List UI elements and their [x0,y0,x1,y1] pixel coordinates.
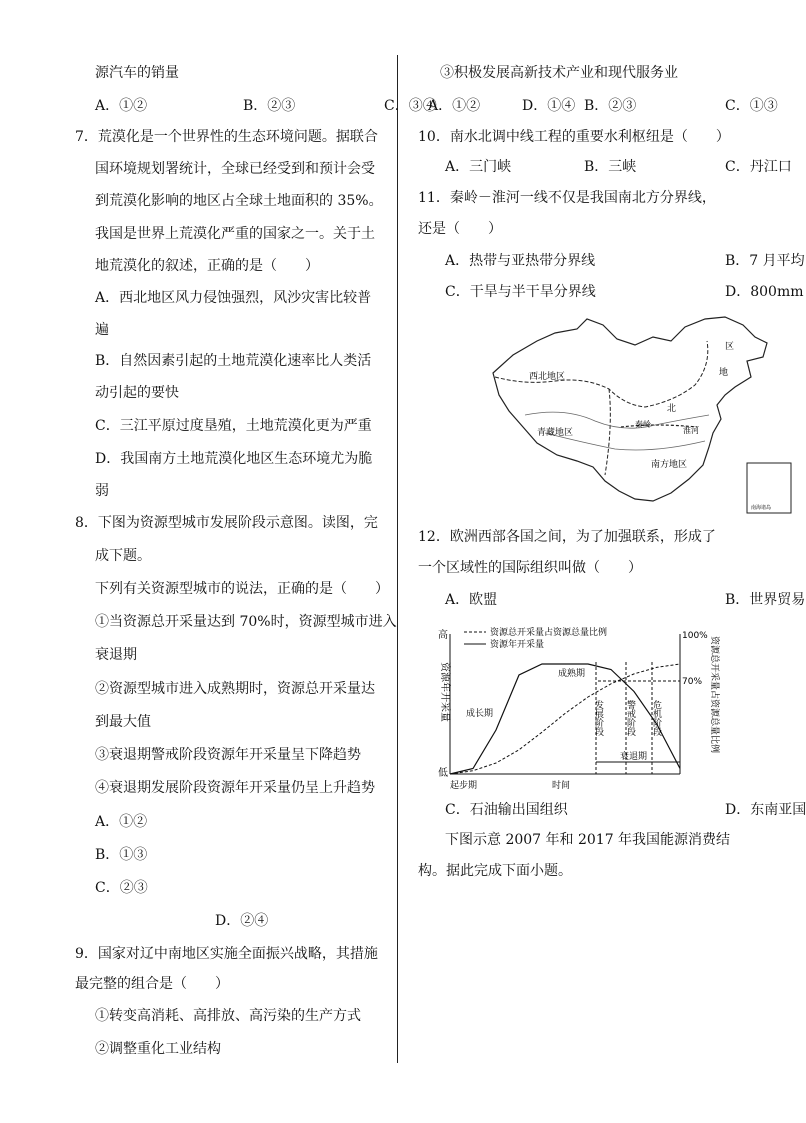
q9-option-c: C．①③ [725,98,778,114]
legend-label: 资源年开采量 [490,640,545,650]
q7-option-b: B．自然因素引起的土地荒漠化速率比人类活 [95,353,372,369]
column-divider [397,55,398,1063]
legend-label: 资源总开采量占资源总量比例 [490,628,608,638]
q8-item: ③衰退期警戒阶段资源年开采量呈下降趋势 [95,747,361,763]
q7-option-c: C．三江平原过度垦殖，土地荒漠化更为严重 [95,418,372,434]
q11-option-a: A．热带与亚热带分界线 [445,253,596,269]
q12-option-a: A．欧盟 [445,592,498,608]
right-tick-label: 100% [682,631,708,641]
q9-item: ③积极发展高新技术产业和现代服务业 [440,65,678,81]
q8-option-a: A．①② [95,814,148,830]
q8-stem: 8．下图为资源型城市发展阶段示意图。读图，完 [75,515,378,531]
q11-stem: 11．秦岭－淮河一线不仅是我国南北方分界线， [418,190,716,206]
map-label: 地 [719,368,729,378]
q10-option-c: C．丹江口 [725,159,792,175]
phase-label: 发展阶段 [593,700,603,736]
map-label: 北 [667,404,677,414]
q7-option-a: 遍 [95,322,109,338]
q8-item: ①当资源总开采量达到 70%时，资源型城市进入 [95,614,397,630]
phase-label: 成长期 [466,709,494,719]
energy-intro: 下图示意 2007 年和 2017 年我国能源消费结 [445,832,731,848]
q7-option-a: A．西北地区风力侵蚀强烈，风沙灾害比较普 [95,290,372,306]
map-label: 区 [725,342,735,352]
q9-stem: 9．国家对辽中南地区实施全面振兴战略，其措施 [75,946,378,962]
resource-city-chart [420,622,725,794]
q12-option-b: B．世界贸易 [725,592,806,608]
q8-item: 到最大值 [95,714,151,730]
q8-stem: 成下题。 [95,548,151,564]
right-tick-label: 70% [682,677,703,687]
q7-stem: 地荒漠化的叙述，正确的是（ ） [95,258,319,274]
x-label: 起步期 [450,781,478,791]
q12-stem: 一个区域性的国际组织叫做（ ） [418,560,642,576]
q12-option-d: D．东南亚国 [725,802,806,818]
q9-stem: 最完整的组合是（ ） [75,976,229,992]
phase-label: 成熟期 [558,669,586,679]
q7-option-d: 弱 [95,483,109,499]
map-label: 秦岭 [635,420,651,429]
q8-option-c: C．②③ [95,880,148,896]
q9-item: ①转变高消耗、高排放、高污染的生产方式 [95,1008,361,1024]
q8-item: ④衰退期发展阶段资源年开采量仍呈上升趋势 [95,780,375,796]
q9-option-a: A．①② [428,98,481,114]
q10-option-a: A．三门峡 [445,159,512,175]
q9-option-b: B．②③ [584,98,637,114]
q9-option-d: D．①④ [522,98,576,114]
phase-label: 危机阶段 [651,700,661,736]
map-label: 南海诸岛 [751,505,772,511]
q8-option-d: D．②④ [215,913,269,929]
q6-option-b: B．②③ [243,98,296,114]
q6-option-a: A．①② [95,98,148,114]
x-label: 时间 [552,781,571,791]
q10-option-b: B．三峡 [584,159,637,175]
q7-stem: 到荒漠化影响的地区占全球土地面积的 35%。 [95,193,383,209]
q7-option-d: D．我国南方土地荒漠化地区生态环境尤为脆 [95,451,373,467]
q11-option-c: C．干旱与半干旱分界线 [445,284,596,300]
q7-stem: 国环境规划署统计，全球已经受到和预计会受 [95,161,375,177]
phase-label: 警戒阶段 [625,700,635,736]
map-label: 青藏地区 [537,428,574,438]
q10-stem: 10．南水北调中线工程的重要水利枢纽是（ ） [418,129,730,145]
q9-item: ②调整重化工业结构 [95,1041,221,1057]
q7-stem: 我国是世界上荒漠化严重的国家之一。关于土 [95,226,375,242]
y-tick-label: 高 [438,630,448,641]
china-regions-map [485,315,794,515]
map-label: 淮河 [683,426,699,435]
q12-stem: 12．欧洲西部各国之间，为了加强联系，形成了 [418,529,716,545]
map-label: 西北地区 [529,372,566,382]
text-line: 源汽车的销量 [95,65,179,81]
y-right-axis-label: 资源总开采量占资源总量比例 [709,636,719,754]
q8-option-b: B．①③ [95,847,148,863]
q8-item: 衰退期 [95,647,137,663]
phase-label: 衰退期 [620,752,648,762]
map-label: 南方地区 [651,460,688,470]
region-boundary [495,341,708,407]
q11-option-d: D．800mm [725,284,804,300]
q11-stem: 还是（ ） [418,221,502,237]
q11-option-b: B．7 月平均 [725,253,805,269]
q7-stem: 7．荒漠化是一个世界性的生态环境问题。据联合 [75,129,378,145]
q7-option-b: 动引起的要快 [95,385,179,401]
region-boundary [605,389,610,475]
y-axis-label: 资源年开采量 [439,662,450,722]
q12-option-c: C．石油输出国组织 [445,802,568,818]
q8-stem: 下列有关资源型城市的说法，正确的是（ ） [95,581,389,597]
y-tick-label: 低 [438,768,448,779]
q6-option-c: C．③④ [384,98,437,114]
q8-item: ②资源型城市进入成熟期时，资源总开采量达 [95,681,375,697]
energy-intro: 构。据此完成下面小题。 [418,863,572,879]
